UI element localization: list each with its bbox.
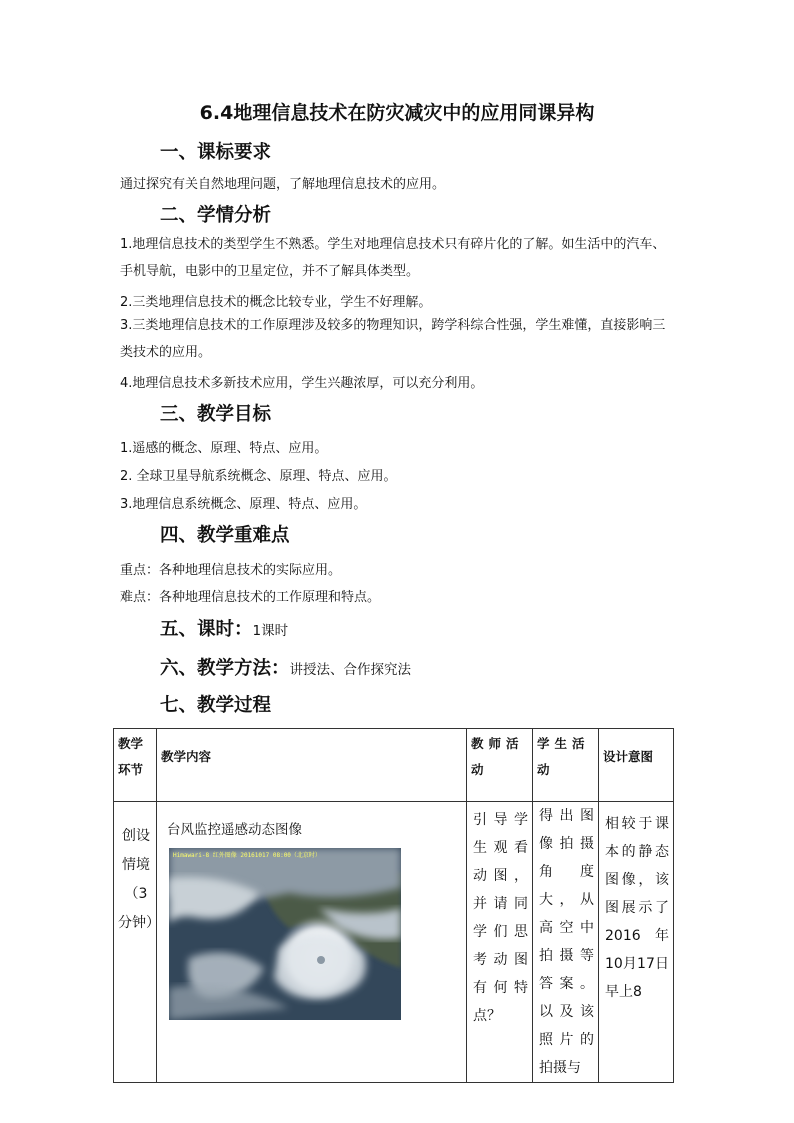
stage-cell: 创设情境（3分钟） bbox=[114, 802, 157, 1083]
satellite-image-caption: Himawari-8 红外图像 20161017 08:00（北京时） bbox=[173, 852, 321, 859]
teaching-process-table bbox=[113, 728, 674, 1083]
learner-analysis-item-4: 4.地理信息技术多新技术应用，学生兴趣浓厚，可以充分利用。 bbox=[120, 376, 484, 391]
class-hours-label: 五、课时： bbox=[160, 619, 253, 640]
page-title: 6.4地理信息技术在防灾减灾中的应用同课异构 bbox=[199, 102, 595, 124]
section-heading-curriculum: 一、课标要求 bbox=[160, 142, 272, 163]
objective-item-3: 3.地理信息系统概念、原理、特点、应用。 bbox=[120, 497, 367, 512]
class-hours-value: 1课时 bbox=[252, 623, 289, 639]
content-cell bbox=[157, 802, 467, 1083]
section-heading-learner-analysis: 二、学情分析 bbox=[160, 205, 272, 226]
section-heading-objectives: 三、教学目标 bbox=[160, 404, 272, 425]
header-teacher-activity: 教师活动 bbox=[467, 729, 533, 802]
learner-analysis-item-3: 3.三类地理信息技术的工作原理涉及较多的物理知识，跨学科综合性强，学生难懂，直接影响三类技术的应用。 bbox=[120, 318, 666, 360]
table-header-row bbox=[114, 729, 674, 802]
method-label: 六、教学方法： bbox=[160, 658, 290, 679]
header-stage: 教学环节 bbox=[114, 729, 157, 802]
objective-item-1: 1.遥感的概念、原理、特点、应用。 bbox=[120, 441, 328, 456]
section-heading-key-points: 四、教学重难点 bbox=[160, 525, 290, 546]
section-heading-method bbox=[160, 654, 411, 680]
header-student-activity: 学生活动 bbox=[533, 729, 599, 802]
learner-analysis-item-2: 2.三类地理信息技术的概念比较专业，学生不好理解。 bbox=[120, 295, 432, 310]
section-heading-class-hours bbox=[160, 615, 288, 641]
teacher-activity-cell: 引导学生观看动图，并请同学们思考动图有何特点？ bbox=[467, 802, 533, 1083]
difficult-point-item: 难点：各种地理信息技术的工作原理和特点。 bbox=[120, 590, 381, 605]
method-value: 讲授法、合作探究法 bbox=[289, 662, 412, 678]
header-design-intent: 设计意图 bbox=[599, 729, 674, 802]
design-intent-cell: 相较于课本的静态图像，该图展示了2016年10月17日早上8 bbox=[599, 802, 674, 1083]
curriculum-text: 通过探究有关自然地理问题，了解地理信息技术的应用。 bbox=[120, 177, 446, 192]
section-heading-process: 七、教学过程 bbox=[160, 695, 272, 716]
objective-item-2: 2. 全球卫星导航系统概念、原理、特点、应用。 bbox=[120, 469, 397, 484]
key-point-item: 重点：各种地理信息技术的实际应用。 bbox=[120, 563, 342, 578]
satellite-cloud-graphic bbox=[169, 848, 401, 1020]
header-content: 教学内容 bbox=[157, 729, 467, 802]
table-row bbox=[114, 802, 674, 1083]
learner-analysis-item-1: 1.地理信息技术的类型学生不熟悉。学生对地理信息技术只有碎片化的了解。如生活中的汽车、手机导航，电影中的卫星定位，并不了解具体类型。 bbox=[120, 237, 666, 279]
typhoon-satellite-image bbox=[169, 848, 401, 1020]
student-activity-cell: 得出图像拍摄角度大，从高空中拍摄等答案。以及该照片的拍摄与 bbox=[533, 802, 599, 1083]
content-label: 台风监控遥感动态图像 bbox=[167, 822, 302, 838]
